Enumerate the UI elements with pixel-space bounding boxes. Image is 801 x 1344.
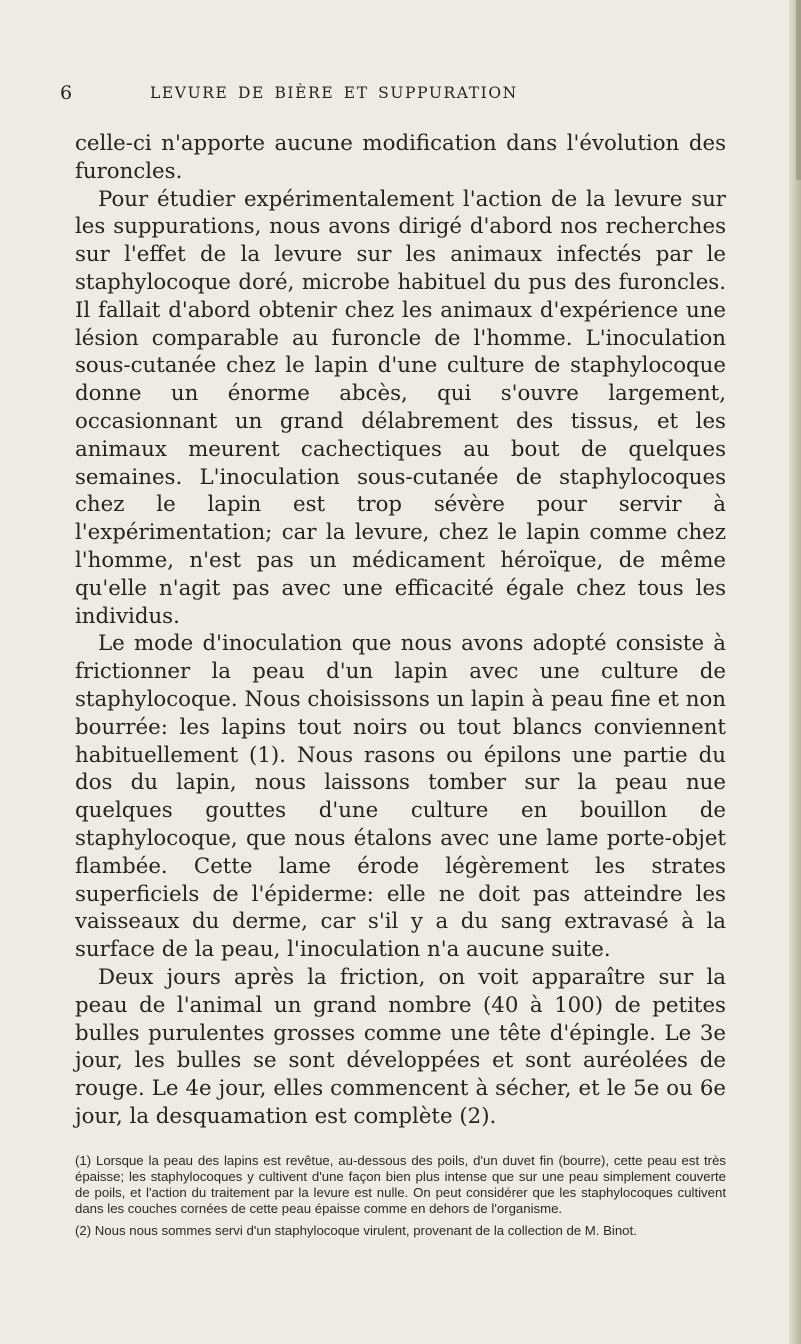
body-text — [75, 130, 726, 1131]
page-header — [60, 82, 740, 106]
paragraph-evolution: Deux jours après la friction, on voit apparaître sur la peau de l'animal un grand nombre (40 à 100) de petites bulles purulentes grosses comme une tête d'épingle. Le 3e jour, les bulles se sont développées et sont auréolées de rouge. Le 4e jour, elles commencent à sécher, et le 5e ou 6e jour, la desquamation est complète (2). — [75, 964, 726, 1129]
running-title: LEVURE DE BIÈRE ET SUPPURATION — [150, 84, 518, 102]
paragraph-experimental-method: Pour étudier expérimentalement l'action de la levure sur les suppurations, nous avons dirigé d'abord nos recherches sur l'effet de la levure sur les animaux infectés par le staphylocoque doré, microbe habituel du pus des furoncles. Il fallait d'abord obtenir chez les animaux d'expérience une lésion comparable au furoncle de l'homme. L'inoculation sous-cutanée chez le lapin d'une culture de staphylocoque donne un énorme abcès, qui s'ouvre largement, occasionnant un grand délabrement des tissus, et les animaux meurent cachectiques au bout de quelques semaines. L'inoculation sous-cutanée de staphylocoques chez le lapin est trop sévère pour servir à l'expérimentation; car la levure, chez le lapin comme chez l'homme, n'est pas un médicament héroïque, de même qu'elle n'agit pas avec une efficacité égale chez tous les individus. — [75, 186, 726, 629]
footnote-2: (2) Nous nous sommes servi d'un staphylocoque virulent, provenant de la collection de M. Binot. — [75, 1223, 637, 1238]
page-number: 6 — [60, 82, 73, 104]
paragraph-inoculation-mode: Le mode d'inoculation que nous avons adopté consiste à frictionner la peau d'un lapin avec une culture de staphylocoque. Nous choisissons un lapin à peau fine et non bourrée: les lapins tout noirs ou tout blancs conviennent habituellement (1). Nous rasons ou épilons une partie du dos du lapin, nous laissons tomber sur la peau nue quelques gouttes d'une culture en bouillon de staphylocoque, que nous étalons avec une lame porte-objet flambée. Cette lame érode légèrement les strates superficiels de l'épiderme: elle ne doit pas atteindre les vaisseaux du derme, car s'il y a du sang extravasé à la surface de la peau, l'inoculation n'a aucune suite. — [75, 631, 726, 963]
paragraph-continuation: celle-ci n'apporte aucune modification dans l'évolution des furoncles. — [75, 131, 726, 184]
footnote-1: (1) Lorsque la peau des lapins est revêtue, au-dessous des poils, d'un duvet fin (bourre), cette peau est très épaisse; les staphylocoques y cultivent d'une façon bien plus intense que sur une peau simplement couverte de poils, et l'action du traitement par la levure est nulle. On peut considérer que les staphylocoques cultivent dans les couches cornées de cette peau épaisse comme en dehors de l'organisme. — [75, 1153, 726, 1216]
page-edge-dark-strip — [796, 0, 801, 180]
footnotes — [75, 1153, 726, 1245]
page-edge-shadow — [789, 0, 801, 1344]
